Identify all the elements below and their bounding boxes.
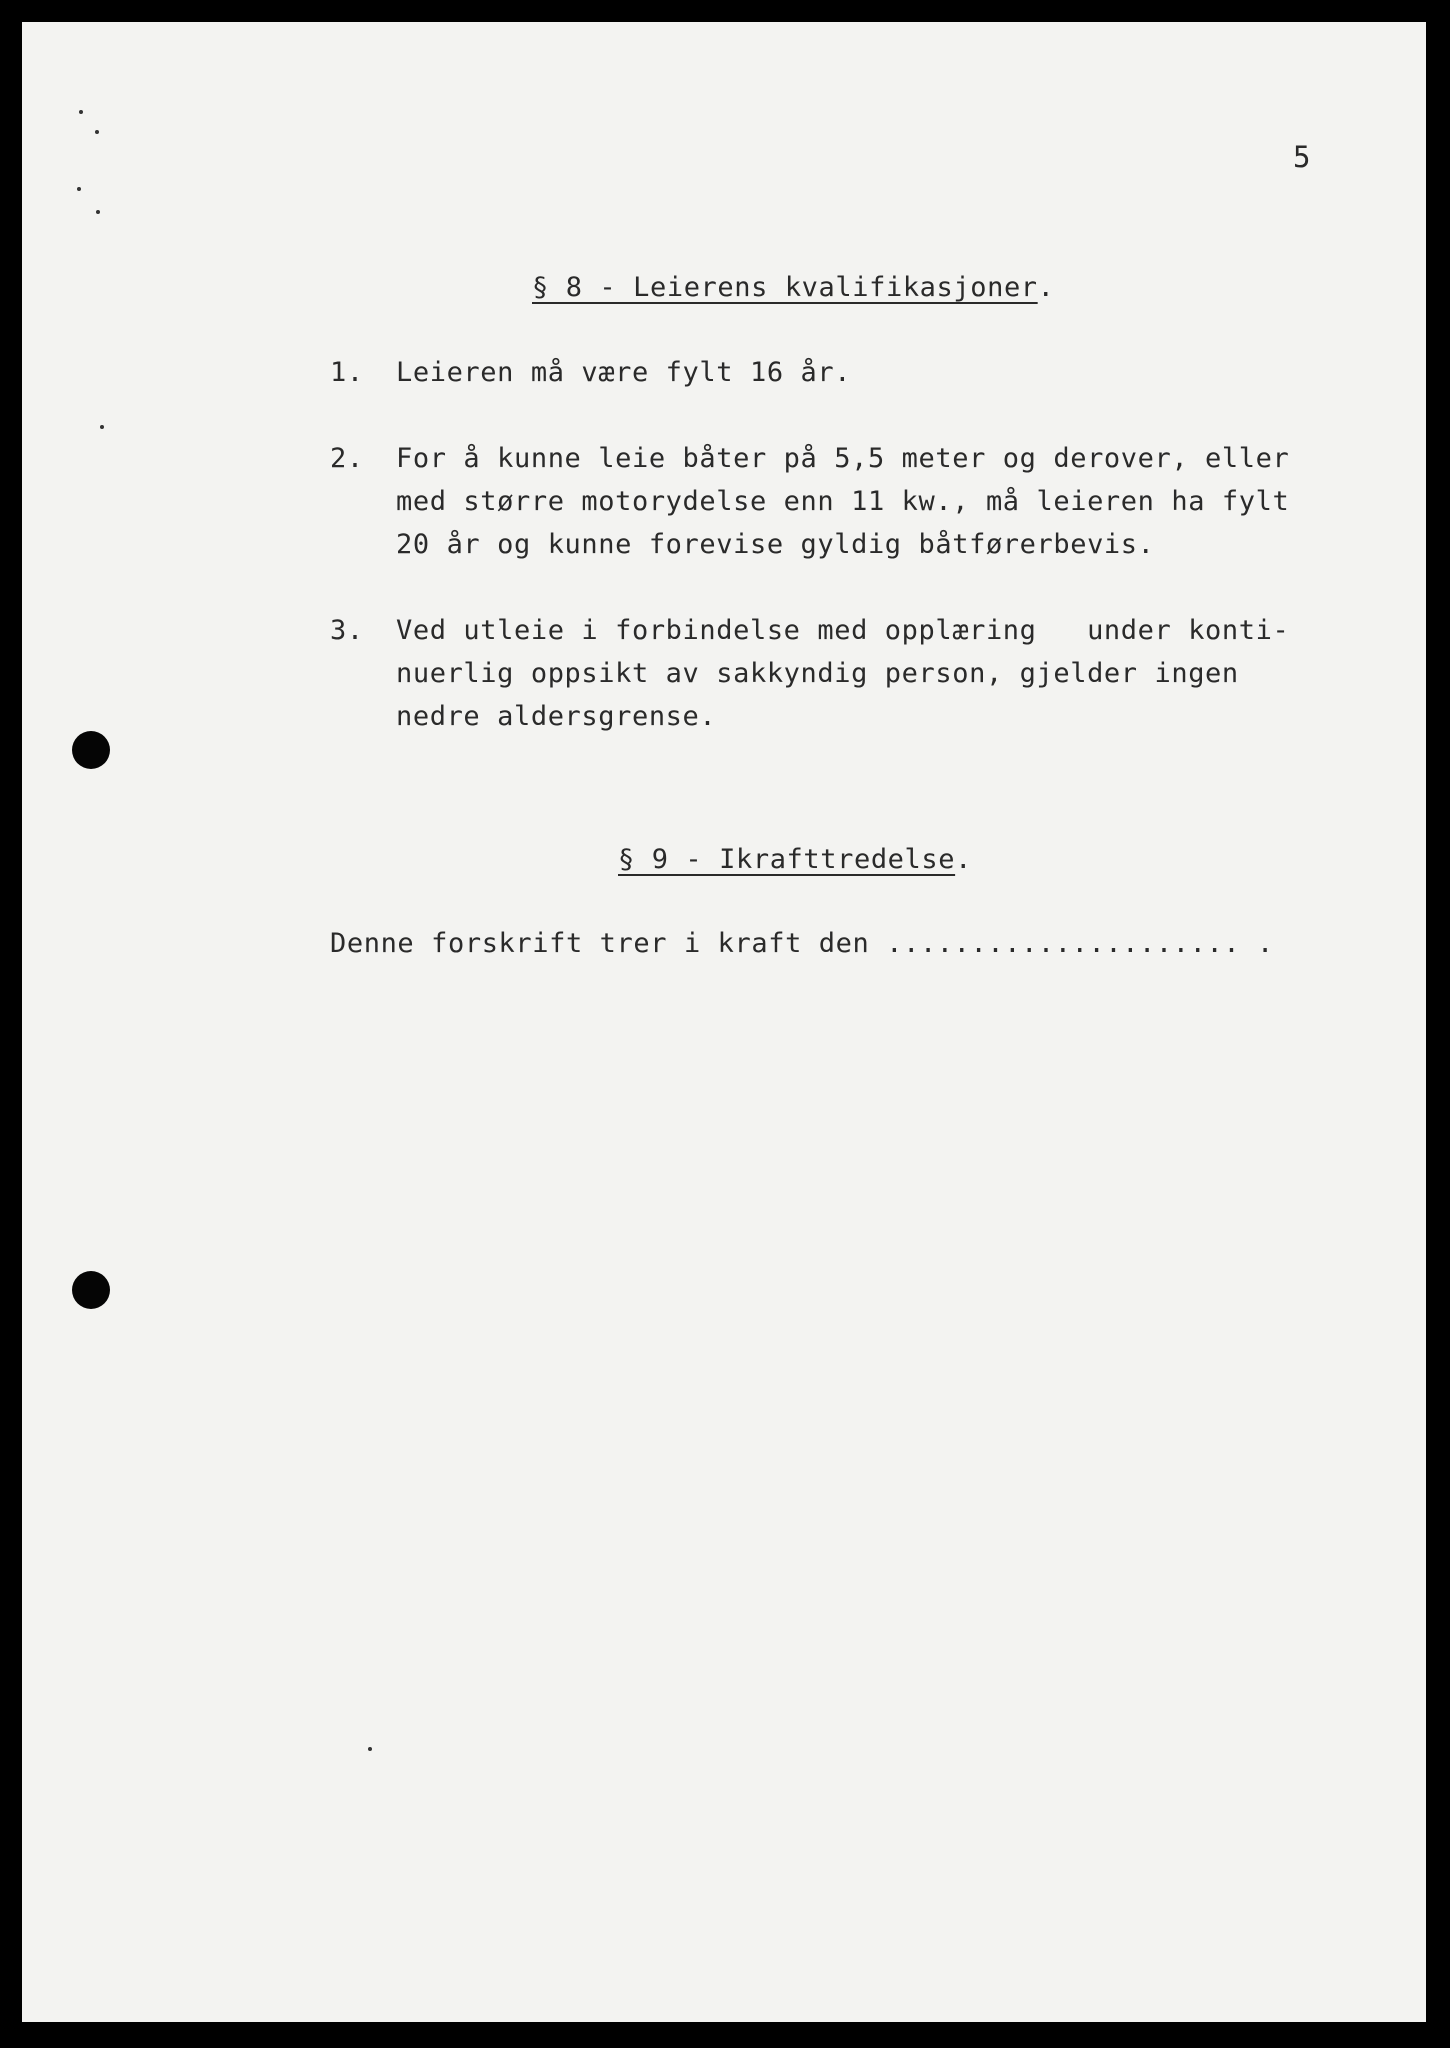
item-3-line-3: nedre aldersgrense. bbox=[396, 701, 717, 732]
item-2-line-3: 20 år og kunne forevise gyldig båtførerbevis. bbox=[396, 529, 1155, 560]
punch-hole-top bbox=[72, 731, 110, 769]
item-3-line-1: Ved utleie i forbindelse med opplæring under konti- bbox=[396, 615, 1290, 646]
scan-speck bbox=[79, 110, 83, 114]
scan-speck bbox=[100, 425, 104, 429]
item-2-line-1: For å kunne leie båter på 5,5 meter og derover, eller bbox=[396, 443, 1290, 474]
section-8-heading-period: . bbox=[1037, 272, 1055, 303]
item-1-line-1: Leieren må være fylt 16 år. bbox=[396, 357, 852, 388]
document-page bbox=[22, 22, 1426, 2022]
section-9-heading: § 9 - Ikrafttredelse bbox=[618, 844, 956, 875]
item-2-line-2: med større motorydelse enn 11 kw., må leieren ha fylt bbox=[396, 486, 1290, 517]
item-1-number: 1. bbox=[330, 357, 364, 388]
section-9-heading-period: . bbox=[955, 844, 972, 875]
section-9-heading-line bbox=[618, 838, 972, 881]
item-2-number: 2. bbox=[330, 443, 364, 474]
item-3-number: 3. bbox=[330, 615, 364, 646]
punch-hole-bottom bbox=[72, 1271, 110, 1309]
section-9-text: Denne forskrift trer i kraft den ..................... . bbox=[330, 928, 1274, 959]
scan-speck bbox=[77, 187, 81, 191]
scan-speck bbox=[96, 210, 100, 214]
section-8-heading-line bbox=[532, 266, 1055, 309]
scan-speck bbox=[95, 130, 99, 134]
page-number: 5 bbox=[1293, 140, 1311, 174]
section-8-heading: § 8 - Leierens kvalifikasjoner bbox=[532, 272, 1038, 303]
scan-speck bbox=[368, 1747, 372, 1751]
item-3-line-2: nuerlig oppsikt av sakkyndig person, gjelder ingen bbox=[396, 658, 1239, 689]
